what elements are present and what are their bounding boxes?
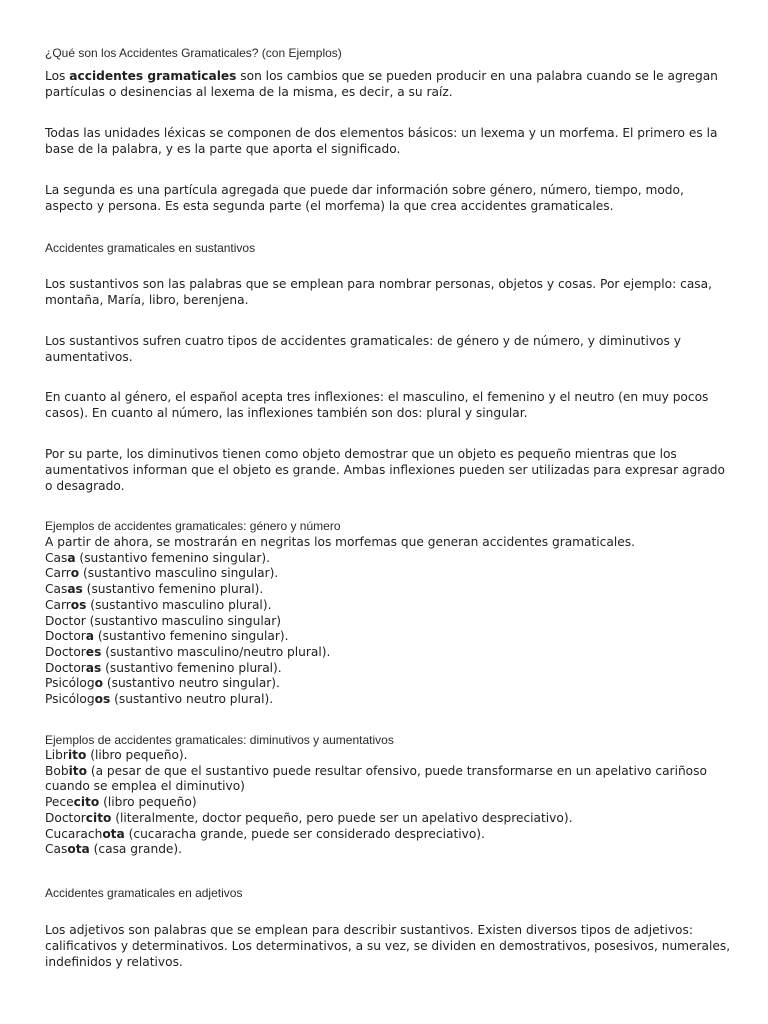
example-description: (sustantivo femenino singular). <box>75 550 271 565</box>
example-description: (sustantivo neutro plural). <box>110 692 274 707</box>
ejemplo-diminutivo-item <box>45 748 735 764</box>
example-description: (libro pequeño). <box>86 748 188 762</box>
sustantivos-types-paragraph: Los sustantivos sufren cuatro tipos de accidentes gramaticales: de género y de número, y diminutivos y aumentativos. <box>45 334 681 364</box>
example-description: (casa grande). <box>89 842 183 857</box>
ejemplo-genero-item <box>45 598 735 614</box>
adjetivos-paragraph: Los adjetivos son palabras que se emplean para describir sustantivos. Existen diversos tipos de adjetivos: calificativos y determinativos. Los determinativos, a su vez, se dividen en demostrativos, posesivos, numerales, indefinidos y relativos. <box>45 923 731 969</box>
example-root: Doctor <box>45 613 86 628</box>
example-morpheme: o <box>70 566 80 581</box>
example-description: (literalmente, doctor pequeño, pero puede ser un apelativo despreciativo). <box>111 810 573 825</box>
example-description: (sustantivo masculino/neutro plural). <box>101 644 331 659</box>
heading-adjetivos: Accidentes gramaticales en adjetivos <box>45 886 243 900</box>
example-morpheme: es <box>85 644 102 659</box>
ejemplo-genero-item <box>45 692 735 708</box>
ejemplo-diminutivo-item <box>45 842 735 858</box>
ejemplo-diminutivo-item <box>45 827 735 843</box>
example-morpheme: ito <box>67 748 87 762</box>
example-root: Doctor <box>45 660 86 675</box>
ejemplo-genero-item <box>45 582 735 598</box>
example-root: Bob <box>45 763 69 778</box>
example-morpheme: a <box>85 629 95 644</box>
intro-pre: Los <box>45 69 70 83</box>
example-root: Psicólog <box>45 676 95 691</box>
example-morpheme: cito <box>85 810 112 825</box>
example-morpheme: ota <box>67 842 90 857</box>
example-root: Doctor <box>45 810 86 825</box>
example-morpheme: o <box>94 676 103 691</box>
example-description: (cucaracha grande, puede ser considerado despreciativo). <box>124 826 485 841</box>
example-description: (sustantivo masculino singular) <box>85 613 282 628</box>
intro-bold-term: accidentes gramaticales <box>69 69 237 83</box>
diminutivos-paragraph: Por su parte, los diminutivos tienen como objeto demostrar que un objeto es pequeño mientras que los aumentativos informan que el objeto es grande. Ambas inflexiones pueden ser utilizadas para expresar agrado o desagrado. <box>45 447 725 493</box>
example-description: (sustantivo masculino plural). <box>86 597 272 612</box>
example-description: (sustantivo femenino plural). <box>82 582 264 597</box>
example-description: (sustantivo neutro singular). <box>102 676 280 691</box>
intro-post: son los cambios que se pueden producir en una palabra cuando se le agregan partículas o desinencias al lexema de la misma, es decir, a su raíz. <box>45 69 718 99</box>
example-morpheme: ota <box>102 826 125 841</box>
sustantivos-definition-paragraph: Los sustantivos son las palabras que se emplean para nombrar personas, objetos y cosas. Por ejemplo: casa, montaña, María, libro, berenjena. <box>45 277 712 307</box>
example-morpheme: os <box>94 692 111 707</box>
example-description: (sustantivo masculino singular). <box>79 566 279 581</box>
example-root: Doctor <box>45 644 86 659</box>
document-title: ¿Qué son los Accidentes Gramaticales? (con Ejemplos) <box>45 46 342 60</box>
example-description: (libro pequeño) <box>99 795 197 810</box>
intro-paragraph <box>45 68 735 100</box>
ejemplo-genero-item <box>45 566 735 582</box>
ejemplo-genero-item <box>45 645 735 661</box>
example-description: (sustantivo femenino plural). <box>101 660 282 675</box>
example-description: (a pesar de que el sustantivo puede resultar ofensivo, puede transformarse en un apelativo cariñoso cuando se emplea el diminutivo) <box>45 763 707 794</box>
ejemplos-genero-intro: A partir de ahora, se mostrarán en negritas los morfemas que generan accidentes gramaticales. <box>45 535 635 549</box>
example-morpheme: os <box>70 597 87 612</box>
example-root: Doctor <box>45 629 86 644</box>
example-description: (sustantivo femenino singular). <box>94 629 289 644</box>
example-morpheme: ito <box>68 763 87 778</box>
ejemplo-genero-item <box>45 551 735 567</box>
example-morpheme: as <box>85 660 102 675</box>
example-morpheme: a <box>67 550 76 565</box>
second-part-paragraph: La segunda es una partícula agregada que puede dar información sobre género, número, tiempo, modo, aspecto y persona. Es esta segunda parte (el morfema) la que crea accidentes gramaticales. <box>45 183 684 213</box>
ejemplo-diminutivo-item <box>45 764 735 795</box>
ejemplos-genero-list <box>45 535 735 708</box>
heading-sustantivos: Accidentes gramaticales en sustantivos <box>45 241 256 255</box>
ejemplo-genero-item <box>45 629 735 645</box>
ejemplo-genero-item <box>45 661 735 677</box>
example-root: Cas <box>45 582 68 597</box>
ejemplo-genero-item <box>45 614 735 630</box>
example-morpheme: cito <box>73 795 100 810</box>
example-root: Carr <box>45 566 71 581</box>
example-morpheme: as <box>67 582 83 597</box>
example-root: Cucarach <box>45 826 103 841</box>
example-root: Carr <box>45 597 71 612</box>
genero-paragraph: En cuanto al género, el español acepta tres inflexiones: el masculino, el femenino y el neutro (en muy pocos casos). En cuanto al número, las inflexiones también son dos: plural y singular. <box>45 390 709 420</box>
heading-ejemplos-genero: Ejemplos de accidentes gramaticales: género y número <box>45 519 341 533</box>
ejemplos-diminutivos-list <box>45 748 735 858</box>
units-paragraph: Todas las unidades léxicas se componen de dos elementos básicos: un lexema y un morfema. El primero es la base de la palabra, y es la parte que aporta el significado. <box>45 126 718 156</box>
example-root: Libr <box>45 748 68 762</box>
example-root: Pece <box>45 795 74 810</box>
example-root: Psicólog <box>45 692 95 707</box>
example-root: Cas <box>45 842 68 857</box>
ejemplo-genero-item <box>45 676 735 692</box>
ejemplo-diminutivo-item <box>45 795 735 811</box>
ejemplo-diminutivo-item <box>45 811 735 827</box>
example-root: Cas <box>45 550 68 565</box>
heading-ejemplos-diminutivos: Ejemplos de accidentes gramaticales: diminutivos y aumentativos <box>45 733 394 747</box>
